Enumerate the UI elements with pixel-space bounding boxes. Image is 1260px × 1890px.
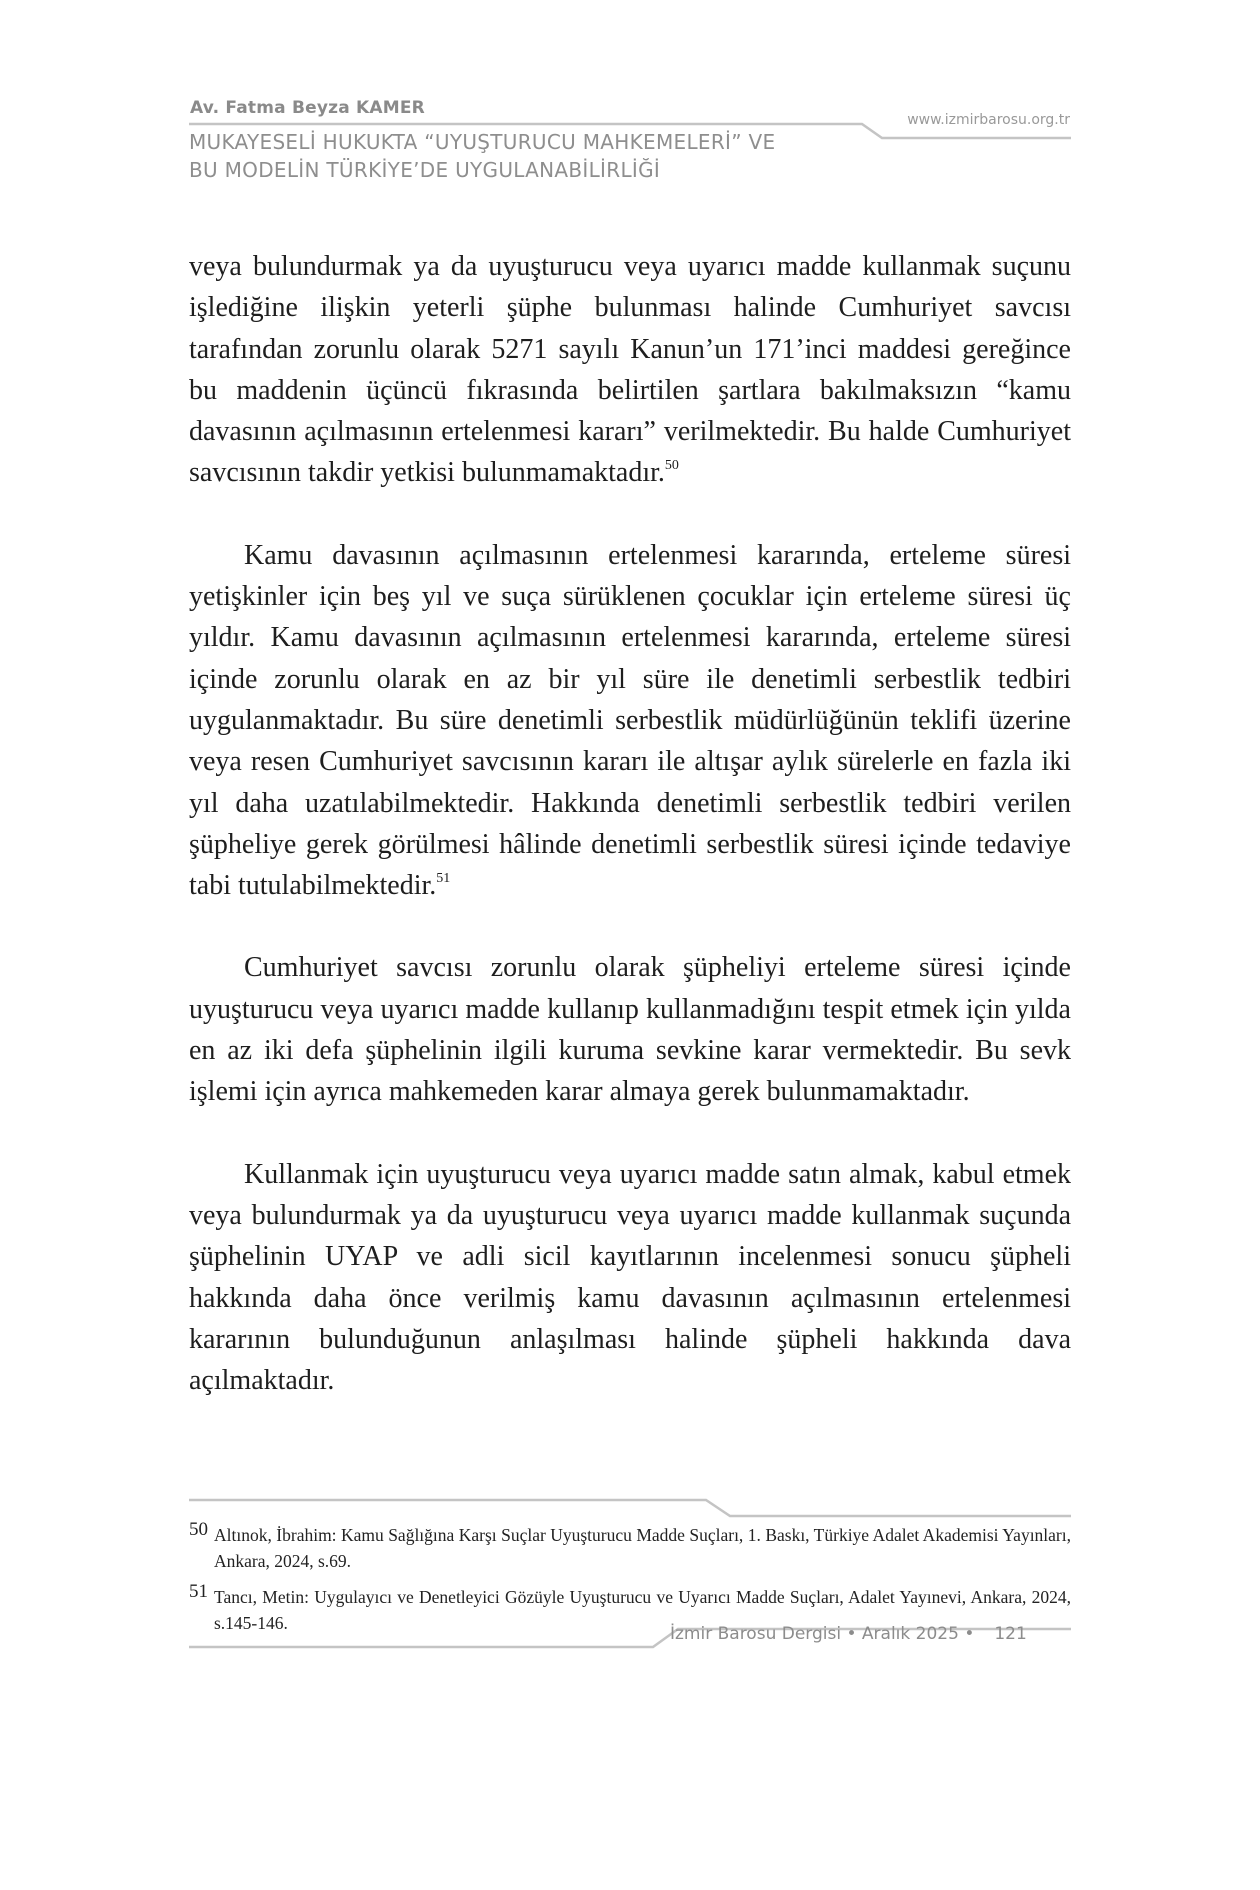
page-footer	[670, 1624, 1027, 1644]
paragraph-4: Kullanmak için uyuşturucu veya uyarıcı madde satın almak, kabul etmek veya bulundurmak ya da uyuşturucu veya uyarıcı madde kullanmak suçunda şüphelinin UYAP ve adli sicil kayıtlarının incelenmesi sonucu şüpheli hakkında daha önce verilmiş kamu davasının açılmasının ertelenmesi kararının bulunduğunun anlaşılması halinde şüpheli hakkında dava açılmaktadır.	[189, 1158, 1071, 1397]
paragraph-3: Cumhuriyet savcısı zorunlu olarak şüpheliyi erteleme süresi içinde uyuşturucu veya uyarıcı madde kullanıp kullanmadığını tespit etmek için yılda en az iki defa şüphelinin ilgili kuruma sevkine karar vermektedir. Bu sevk işlemi için ayrıca mahkemeden karar almaya gerek bulunmamaktadır.	[189, 952, 1071, 1108]
header-website: www.izmirbarosu.org.tr	[907, 112, 1070, 128]
header-title-line-1: MUKAYESELİ HUKUKTA “UYUŞTURUCU MAHKEMELERİ” VE	[189, 130, 776, 154]
footnote-50	[189, 1519, 1071, 1574]
paragraph-2: Kamu davasının açılmasının ertelenmesi kararında, erteleme süresi yetişkinler için beş yıl ve suça sürüklenen çocuklar için erteleme süresi üç yıldır. Kamu davasının açılmasının ertelenmesi kararında, erteleme süresi içinde zorunlu olarak en az bir yıl süre ile denetimli serbestlik tedbiri uygulanmaktadır. Bu süre denetimli serbestlik müdürlüğünün teklifi üzerine veya resen Cumhuriyet savcısının kararı ile altışar aylık sürelerle en fazla iki yıl daha uzatılabilmektedir. Hakkında denetimli serbestlik tedbiri verilen şüpheliye gerek görülmesi hâlinde denetimli serbestlik süresi içinde tedaviye tabi tutulabilmektedir.$^{51}$	[189, 539, 1071, 902]
footnote-text: Tancı, Metin: Uygulayıcı ve Denetleyici Gözüyle Uyuşturucu ve Uyarıcı Madde Suçları, Adalet Yayınevi, Ankara, 2024, s.145-146.	[214, 1587, 1071, 1633]
header-author: Av. Fatma Beyza KAMER	[190, 98, 425, 118]
footnote-text: Altınok, İbrahim: Kamu Sağlığına Karşı Suçlar Uyuşturucu Madde Suçları, 1. Baskı, Türkiye Adalet Akademisi Yayınları, Ankara, 2024, s.69.	[214, 1525, 1071, 1571]
footnote-number: 51	[189, 1581, 208, 1602]
footnote-ref-50[interactable]: 50	[664, 458, 679, 474]
header-title-line-2: BU MODELİN TÜRKİYE’DE UYGULANABİLİRLİĞİ	[189, 158, 661, 182]
body-text	[189, 246, 1071, 1442]
footnote-ref-51[interactable]: 51	[436, 871, 451, 887]
header-article-title	[189, 128, 775, 184]
footnote-number: 50	[189, 1519, 208, 1540]
page-number: 121	[994, 1624, 1027, 1644]
journal-name: İzmir Barosu Dergisi • Aralık 2025 •	[670, 1624, 975, 1644]
paragraph-1: veya bulundurmak ya da uyuşturucu veya uyarıcı madde kullanmak suçunu işlediğine ilişkin yeterli şüphe bulunması halinde Cumhuriyet savcısı tarafından zorunlu olarak 5271 sayılı Kanun’un 171’inci maddesi gereğince bu maddenin üçüncü fıkrasında belirtilen şartlara bakılmaksızın “kamu davasının açılmasının ertelenmesi kararı” verilmektedir. Bu halde Cumhuriyet savcısının takdir yetkisi bulunmamaktadır.$^{50}$	[189, 251, 1071, 489]
